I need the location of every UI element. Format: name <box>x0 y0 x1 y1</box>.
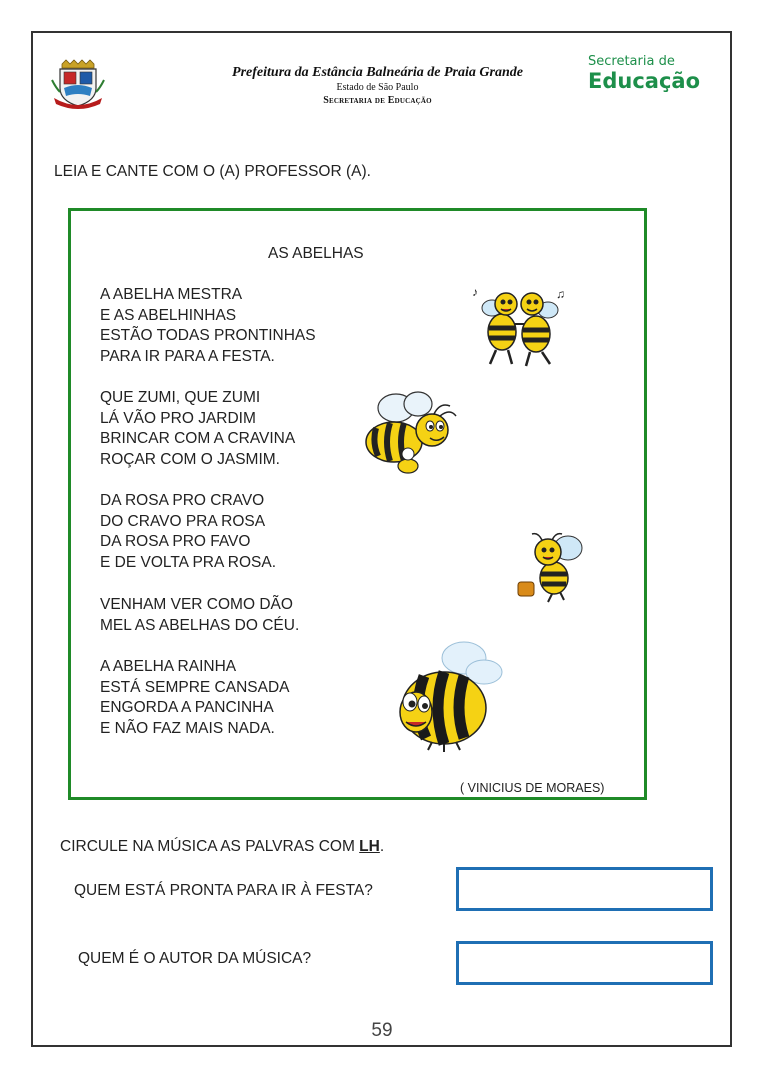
stanza <box>100 595 299 636</box>
queen-bee-icon <box>372 630 512 752</box>
circle-instruction-text: CIRCULE NA MÚSICA AS PALVRAS COM <box>60 838 360 855</box>
poem-line: ROÇAR COM O JASMIM. <box>100 450 280 468</box>
poem-author: ( VINICIUS DE MORAES) <box>460 781 605 795</box>
lh-highlight: LH <box>359 838 380 855</box>
poem-line: ESTÁ SEMPRE CANSADA <box>100 678 290 696</box>
education-logo-top: Secretaria de <box>588 54 675 69</box>
stanza <box>100 388 295 470</box>
prefecture-title: Prefeitura da Estância Balneária de Praia Grande <box>232 65 523 80</box>
poem-title: AS ABELHAS <box>268 245 364 262</box>
poem-line: DA ROSA PRO CRAVO <box>100 492 265 509</box>
poem-line: ENGORDA A PANCINHA <box>100 699 274 717</box>
question-1: QUEM ESTÁ PRONTA PARA IR À FESTA? <box>74 882 373 899</box>
poem-line: PARA IR PARA A FESTA. <box>100 347 275 365</box>
poem-line: VENHAM VER COMO DÃO <box>100 596 293 613</box>
poem-line: E AS ABELHINHAS <box>100 306 237 324</box>
circle-words-instruction <box>60 838 384 856</box>
svg-text:♪: ♪ <box>472 285 478 299</box>
circle-instruction-period: . <box>379 838 385 855</box>
city-crest-icon <box>50 58 106 110</box>
poem-line: A ABELHA MESTRA <box>100 286 243 303</box>
poem-line: BRINCAR COM A CRAVINA <box>100 430 296 448</box>
poem-line: LÁ VÃO PRO JARDIM <box>100 409 256 427</box>
department-name: Secretaria de Educação <box>323 95 432 106</box>
education-logo-bottom: Educação <box>588 69 700 93</box>
dancing-bees-icon <box>470 280 570 370</box>
state-name: Estado de São Paulo <box>336 82 419 93</box>
question-2: QUEM É O AUTOR DA MÚSICA? <box>78 950 312 967</box>
poem-line: E DE VOLTA PRA ROSA. <box>100 553 277 571</box>
stanza <box>100 657 290 739</box>
poem-line: E NÃO FAZ MAIS NADA. <box>100 719 275 737</box>
header <box>180 64 575 108</box>
stanza <box>100 285 316 367</box>
flying-bee-icon <box>360 388 460 486</box>
page-number: 59 <box>371 1020 393 1041</box>
poem-line: ESTÃO TODAS PRONTINHAS <box>100 327 316 345</box>
instruction: LEIA E CANTE COM O (A) PROFESSOR (A). <box>54 163 371 180</box>
poem-line: DO CRAVO PRA ROSA <box>100 512 266 530</box>
answer-box-1[interactable] <box>456 867 713 911</box>
honey-bee-icon <box>512 530 586 604</box>
poem-line: A ABELHA RAINHA <box>100 658 237 675</box>
education-logo <box>588 54 708 93</box>
poem-line: QUE ZUMI, QUE ZUMI <box>100 389 261 406</box>
stanza <box>100 491 276 573</box>
poem-line: DA ROSA PRO FAVO <box>100 533 251 551</box>
poem-line: MEL AS ABELHAS DO CÉU. <box>100 616 300 634</box>
answer-box-2[interactable] <box>456 941 713 985</box>
svg-text:♫: ♫ <box>556 287 565 301</box>
